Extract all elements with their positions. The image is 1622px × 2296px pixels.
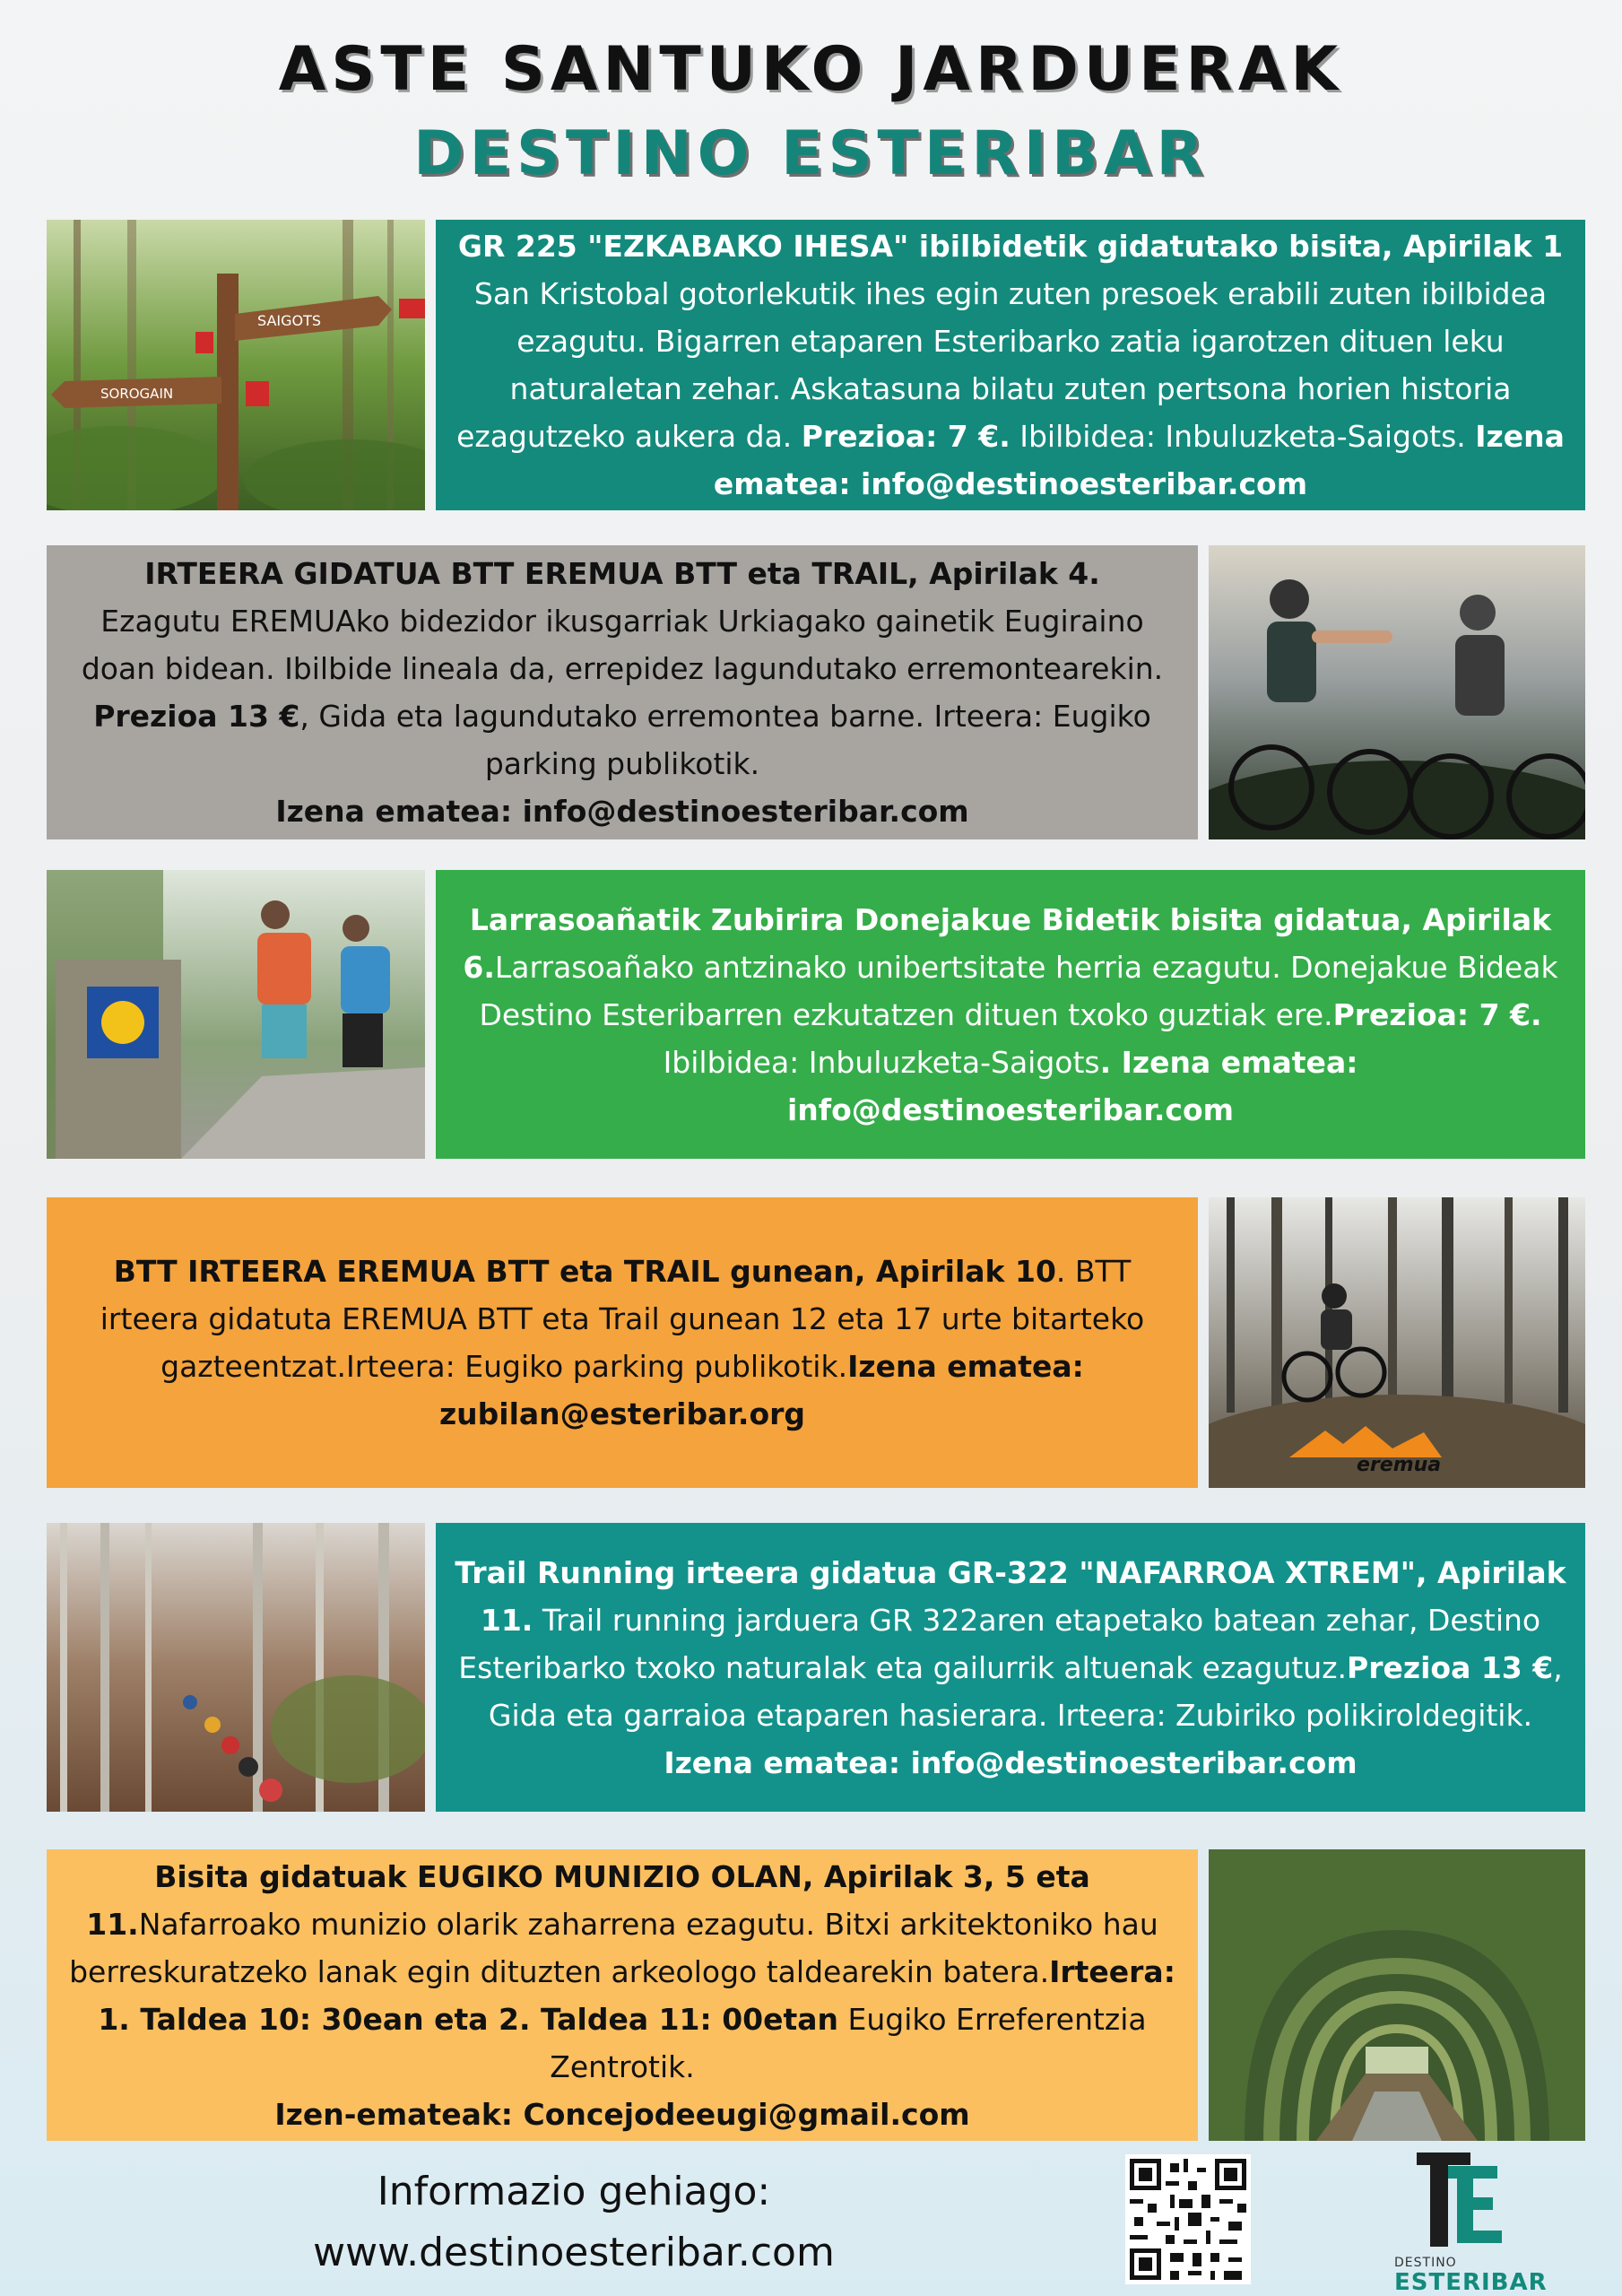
- event-panel-6: [47, 1849, 1198, 2141]
- event-1-body: San Kristobal gotorlekutik ihes egin zuten presoek erabili zuten ibilbidea ezagutu. Bigarren etaparen Esteribarko zatia igarotzen dituen leku naturaletan zehar. Askatasuna bilatu zuten pertsona horien historia ezagutzeko aukera da.: [456, 276, 1548, 454]
- event-2-body: Ezagutu EREMUAko bidezidor ikusgarriak Urkiagako gainetik Eugiraino doan bidean. Ibilbide lineala da, errepidez lagundutako erremontearekin.: [81, 604, 1164, 686]
- event-5-extra: , Gida eta garraioa etaparen hasierara. Irteera: Zubiriko polikiroldegitik.: [488, 1649, 1563, 1733]
- event-6-heading: Bisita gidatuak EUGIKO MUNIZIO OLAN, Apirilak 3, 5 eta 11.: [86, 1858, 1090, 1942]
- event-3-extra: Ibilbidea: Inbuluzketa-Saigots: [663, 1044, 1100, 1080]
- more-info-label: Informazio gehiago:: [377, 2169, 771, 2214]
- event-1-heading: GR 225 "EZKABAKO IHESA" ibilbidetik gidatutako bisita, Apirilak 1: [457, 229, 1564, 264]
- footer-info: [197, 2161, 950, 2283]
- event-3-heading: Larrasoañatik Zubirira Donejakue Bidetik bisita gidatua, Apirilak 6.: [463, 901, 1552, 985]
- event-3-body: Larrasoañako antzinako unibertsitate herria ezagutu. Donejakue Bideak Destino Esteribarren ezkutatzen dituen txoko guztiak ere.: [479, 949, 1558, 1032]
- event-6-signup: Izen-emateak: Concejodeeugi@gmail.com: [274, 2096, 970, 2132]
- logo-mark-icon: [1390, 2148, 1569, 2256]
- arches-image: [1209, 1849, 1585, 2141]
- page-title: ASTE SANTUKO JARDUERAK: [278, 34, 1344, 105]
- event-panel-1: [436, 220, 1585, 510]
- qr-code[interactable]: [1125, 2154, 1251, 2284]
- event-5-body: Trail running jarduera GR 322aren etapetako batean zehar, Destino Esteribarko txoko naturalak eta gailurrik altuenak ezagutuz.: [458, 1602, 1541, 1685]
- event-4-signup: Izena ematea: zubilan@esteribar.org: [438, 1349, 1084, 1431]
- event-3-price: Prezioa: 7 €.: [1332, 996, 1542, 1032]
- event-panel-2: [47, 545, 1198, 839]
- event-1-signup: Izena ematea: info@destinoesteribar.com: [713, 419, 1565, 501]
- trail-runners-photo: [47, 1523, 425, 1812]
- event-panel-5: [436, 1523, 1585, 1812]
- forest-signpost-photo: [47, 220, 425, 510]
- qr-code-image: [1125, 2154, 1251, 2284]
- event-5-signup: Izena ematea: info@destinoesteribar.com: [664, 1744, 1357, 1780]
- event-5-heading: Trail Running irteera gidatua GR-322 "NAFARROA XTREM", Apirilak 11.: [455, 1554, 1566, 1638]
- signpost-image: [47, 220, 425, 510]
- event-2-extra: , Gida eta lagundutako erremontea barne. Irteera: Eugiko parking publikotik.: [299, 699, 1151, 781]
- page-subtitle: DESTINO ESTERIBAR: [413, 118, 1209, 189]
- sign-text-saigots: SAIGOTS: [257, 312, 322, 329]
- event-panel-4: [47, 1197, 1198, 1488]
- forest-biker-photo: [1209, 1197, 1585, 1488]
- event-panel-3: [436, 870, 1585, 1159]
- event-2-price: Prezioa 13 €: [93, 699, 300, 734]
- event-6-extra: Eugiko Erreferentzia Zentrotik.: [550, 2001, 1147, 2084]
- sign-text-sorogain: SOROGAIN: [100, 386, 174, 402]
- event-2-heading: IRTEERA GIDATUA BTT EREMUA BTT eta TRAIL, Apirilak 4.: [144, 556, 1100, 591]
- hikers-image: [47, 870, 425, 1159]
- event-4-heading: BTT IRTEERA EREMUA BTT eta TRAIL gunean, Apirilak 10: [113, 1254, 1056, 1289]
- logo-subtext: DESTINO: [1394, 2256, 1457, 2270]
- event-1-extra: Ibilbidea: Inbuluzketa-Saigots.: [1010, 419, 1476, 454]
- event-5-price: Prezioa 13 €: [1347, 1649, 1554, 1685]
- event-3-signup: . Izena ematea: info@destinoesteribar.com: [786, 1044, 1358, 1127]
- eremua-logo: eremua: [1357, 1454, 1442, 1476]
- event-6-schedule: Irteera: 1. Taldea 10: 30ean eta 2. Taldea 11: 00etan: [98, 1953, 1175, 2037]
- website-link[interactable]: www.destinoesteribar.com: [313, 2230, 835, 2275]
- bikers-image: [1209, 545, 1585, 839]
- trail-runners-image: [47, 1523, 425, 1812]
- forest-biker-image: [1209, 1197, 1585, 1488]
- event-4-body: . BTT irteera gidatuta EREMUA BTT eta Trail gunean 12 eta 17 urte bitarteko gazteentzat.Irteera: Eugiko parking publikotik.: [100, 1254, 1145, 1384]
- event-1-price: Prezioa: 7 €.: [801, 419, 1010, 454]
- camino-hikers-photo: [47, 870, 425, 1159]
- mountain-bikers-photo: [1209, 545, 1585, 839]
- stone-arches-photo: [1209, 1849, 1585, 2141]
- event-6-body: Nafarroako munizio olarik zaharrena ezagutu. Bitxi arkitektoniko hau berreskuratzeko lanak egin dituzten arkeologo taldearekin batera.: [69, 1906, 1158, 1989]
- event-2-signup: Izena ematea: info@destinoesteribar.com: [275, 794, 969, 829]
- logo-text: ESTERIBAR: [1394, 2269, 1548, 2296]
